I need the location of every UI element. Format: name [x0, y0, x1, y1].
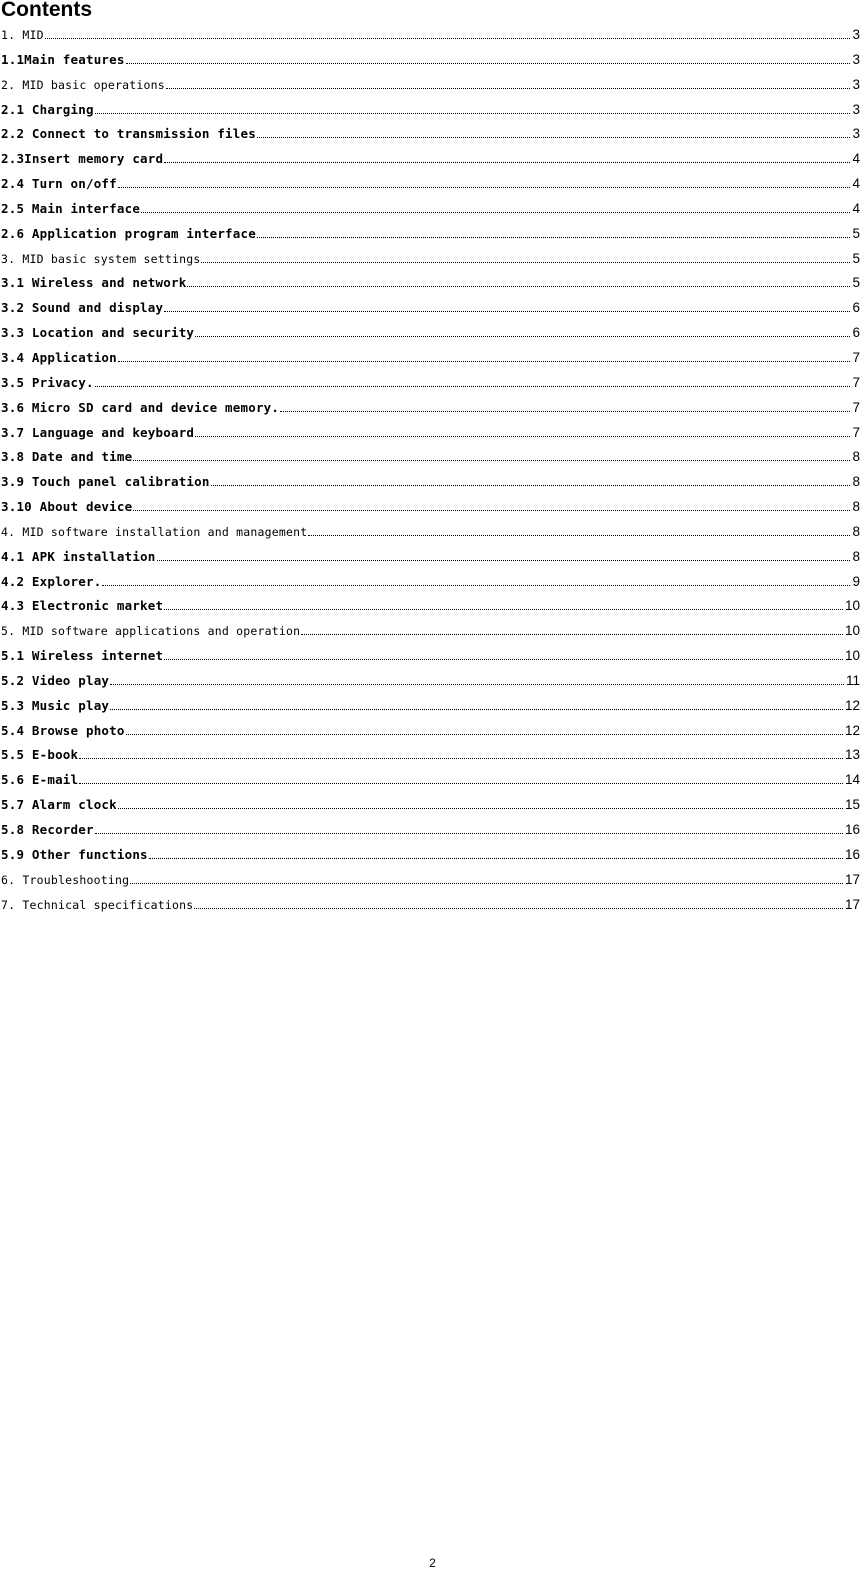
- toc-entry[interactable]: [1, 102, 860, 127]
- toc-entry[interactable]: [1, 723, 860, 748]
- dot-leader: [257, 137, 851, 138]
- toc-entry-label: 5.4 Browse photo: [1, 722, 125, 738]
- toc-entry-page-number: 10: [844, 623, 860, 639]
- dot-leader: [126, 734, 843, 735]
- toc-entry-page-number: 11: [845, 672, 860, 688]
- dot-leader: [164, 609, 843, 610]
- dot-leader: [187, 286, 850, 287]
- toc-entry-page-number: 3: [852, 126, 860, 142]
- dot-leader: [195, 336, 850, 337]
- table-of-contents: [1, 27, 860, 921]
- toc-entry[interactable]: [1, 698, 860, 723]
- dot-leader: [118, 187, 851, 188]
- dot-leader: [141, 212, 850, 213]
- dot-leader: [133, 510, 850, 511]
- dot-leader: [79, 783, 843, 784]
- dot-leader: [102, 585, 850, 586]
- toc-entry-page-number: 3: [852, 51, 860, 67]
- toc-entry-label: 5. MID software applications and operation: [1, 624, 301, 639]
- toc-entry-page-number: 4: [852, 176, 860, 192]
- toc-entry[interactable]: [1, 623, 860, 648]
- dot-leader: [130, 883, 843, 884]
- toc-entry-label: 1.1Main features: [1, 51, 125, 67]
- toc-entry-page-number: 12: [844, 722, 860, 738]
- toc-entry[interactable]: [1, 797, 860, 822]
- toc-entry-page-number: 12: [844, 697, 860, 713]
- toc-entry-page-number: 17: [844, 871, 860, 887]
- toc-entry-page-number: 9: [852, 573, 860, 589]
- toc-entry-label: 3.9 Touch panel calibration: [1, 474, 210, 490]
- toc-entry[interactable]: [1, 847, 860, 872]
- toc-entry[interactable]: [1, 822, 860, 847]
- toc-entry-label: 3.1 Wireless and network: [1, 275, 187, 291]
- toc-entry-page-number: 5: [852, 250, 860, 266]
- dot-leader: [95, 386, 851, 387]
- toc-entry-label: 2.4 Turn on/off: [1, 176, 117, 192]
- toc-entry[interactable]: [1, 325, 860, 350]
- toc-entry-label: 6. Troubleshooting: [1, 872, 130, 887]
- toc-entry-page-number: 6: [852, 300, 860, 316]
- toc-entry-label: 4.2 Explorer.: [1, 573, 102, 589]
- dot-leader: [126, 63, 851, 64]
- dot-leader: [301, 634, 843, 635]
- toc-entry-page-number: 8: [852, 449, 860, 465]
- dot-leader: [166, 88, 851, 89]
- dot-leader: [257, 237, 851, 238]
- dot-leader: [149, 858, 843, 859]
- toc-entry[interactable]: [1, 251, 860, 276]
- toc-entry[interactable]: [1, 449, 860, 474]
- dot-leader: [110, 684, 844, 685]
- toc-entry-label: 3.3 Location and security: [1, 325, 195, 341]
- dot-leader: [211, 485, 851, 486]
- toc-entry-label: 5.9 Other functions: [1, 846, 148, 862]
- toc-entry-label: 3.5 Privacy.: [1, 374, 94, 390]
- dot-leader: [133, 460, 850, 461]
- dot-leader: [201, 262, 850, 263]
- toc-entry[interactable]: [1, 226, 860, 251]
- page-number: 2: [429, 1556, 436, 1570]
- toc-entry-page-number: 4: [852, 151, 860, 167]
- toc-entry[interactable]: [1, 52, 860, 77]
- dot-leader: [79, 758, 843, 759]
- toc-entry-page-number: 3: [852, 76, 860, 92]
- toc-entry-label: 1. MID: [1, 28, 44, 42]
- toc-entry-page-number: 3: [852, 101, 860, 117]
- toc-entry-label: 4.1 APK installation: [1, 548, 156, 564]
- toc-entry-label: 5.1 Wireless internet: [1, 648, 164, 664]
- toc-entry-page-number: 7: [852, 424, 860, 440]
- toc-entry[interactable]: [1, 126, 860, 151]
- toc-entry[interactable]: [1, 648, 860, 673]
- dot-leader: [194, 908, 843, 909]
- toc-entry[interactable]: [1, 598, 860, 623]
- dot-leader: [280, 411, 850, 412]
- toc-entry-label: 5.5 E-book: [1, 747, 79, 763]
- toc-entry-page-number: 10: [844, 598, 860, 614]
- toc-entry[interactable]: [1, 897, 860, 922]
- toc-entry-label: 3.4 Application: [1, 349, 117, 365]
- toc-entry[interactable]: [1, 772, 860, 797]
- toc-entry-label: 2.1 Charging: [1, 101, 94, 117]
- toc-entry-page-number: 16: [844, 822, 860, 837]
- toc-entry-page-number: 8: [852, 474, 860, 490]
- toc-entry[interactable]: [1, 474, 860, 499]
- toc-entry[interactable]: [1, 27, 860, 52]
- toc-entry-page-number: 8: [852, 523, 860, 539]
- toc-entry-label: 5.8 Recorder: [1, 822, 94, 837]
- toc-entry[interactable]: [1, 872, 860, 897]
- toc-entry-label: 3.6 Micro SD card and device memory.: [1, 399, 280, 415]
- dot-leader: [164, 162, 850, 163]
- dot-leader: [157, 560, 851, 561]
- dot-leader: [164, 311, 850, 312]
- toc-entry-page-number: 5: [852, 275, 860, 291]
- toc-entry[interactable]: [1, 747, 860, 772]
- toc-entry-page-number: 7: [852, 349, 860, 365]
- toc-entry[interactable]: [1, 300, 860, 325]
- toc-entry[interactable]: [1, 151, 860, 176]
- toc-entry[interactable]: [1, 176, 860, 201]
- toc-entry-page-number: 10: [844, 648, 860, 664]
- toc-entry[interactable]: [1, 375, 860, 400]
- dot-leader: [95, 113, 851, 114]
- toc-entry[interactable]: [1, 425, 860, 450]
- toc-entry-page-number: 15: [844, 797, 860, 813]
- toc-entry[interactable]: [1, 350, 860, 375]
- toc-entry-label: 5.2 Video play: [1, 672, 110, 688]
- toc-entry[interactable]: [1, 499, 860, 524]
- toc-entry-page-number: 8: [852, 499, 860, 515]
- toc-entry-page-number: 4: [852, 200, 860, 216]
- toc-entry-label: 5.6 E-mail: [1, 772, 79, 788]
- toc-entry[interactable]: [1, 574, 860, 599]
- dot-leader: [95, 833, 843, 834]
- toc-entry-label: 2.6 Application program interface: [1, 225, 256, 241]
- toc-entry-label: 4. MID software installation and management: [1, 524, 308, 539]
- toc-entry[interactable]: [1, 77, 860, 102]
- toc-entry-label: 2.5 Main interface: [1, 200, 141, 216]
- toc-entry-page-number: 6: [852, 325, 860, 341]
- toc-entry-page-number: 7: [852, 399, 860, 415]
- toc-entry-label: 5.3 Music play: [1, 697, 110, 713]
- toc-entry-page-number: 14: [844, 772, 860, 788]
- toc-entry-label: 2.2 Connect to transmission files: [1, 126, 256, 142]
- toc-entry-page-number: 5: [852, 225, 860, 241]
- dot-leader: [45, 38, 851, 39]
- dot-leader: [118, 361, 851, 362]
- toc-entry-label: 4.3 Electronic market: [1, 598, 164, 614]
- toc-entry-label: 3. MID basic system settings: [1, 251, 201, 266]
- toc-entry-label: 7. Technical specifications: [1, 897, 194, 912]
- dot-leader: [195, 436, 850, 437]
- toc-entry[interactable]: [1, 400, 860, 425]
- toc-entry-label: 3.8 Date and time: [1, 449, 133, 465]
- toc-entry[interactable]: [1, 201, 860, 226]
- dot-leader: [110, 709, 843, 710]
- toc-entry-label: 3.10 About device: [1, 499, 133, 515]
- toc-entry-page-number: 7: [852, 374, 860, 390]
- toc-entry-page-number: 3: [852, 27, 860, 42]
- toc-entry-label: 3.7 Language and keyboard: [1, 424, 195, 440]
- toc-entry-label: 2. MID basic operations: [1, 77, 165, 92]
- toc-entry-label: 3.2 Sound and display: [1, 300, 164, 316]
- dot-leader: [164, 659, 843, 660]
- toc-entry[interactable]: [1, 549, 860, 574]
- dot-leader: [118, 808, 843, 809]
- toc-entry[interactable]: [1, 524, 860, 549]
- toc-entry[interactable]: [1, 673, 860, 698]
- toc-entry-page-number: 8: [852, 548, 860, 564]
- toc-entry-label: 2.3Insert memory card: [1, 151, 164, 167]
- toc-entry-page-number: 16: [844, 846, 860, 862]
- toc-entry[interactable]: [1, 275, 860, 300]
- toc-entry-label: 5.7 Alarm clock: [1, 797, 117, 813]
- toc-entry-page-number: 17: [844, 896, 860, 912]
- toc-entry-page-number: 13: [844, 747, 860, 763]
- contents-heading: Contents: [1, 0, 92, 21]
- dot-leader: [308, 535, 850, 536]
